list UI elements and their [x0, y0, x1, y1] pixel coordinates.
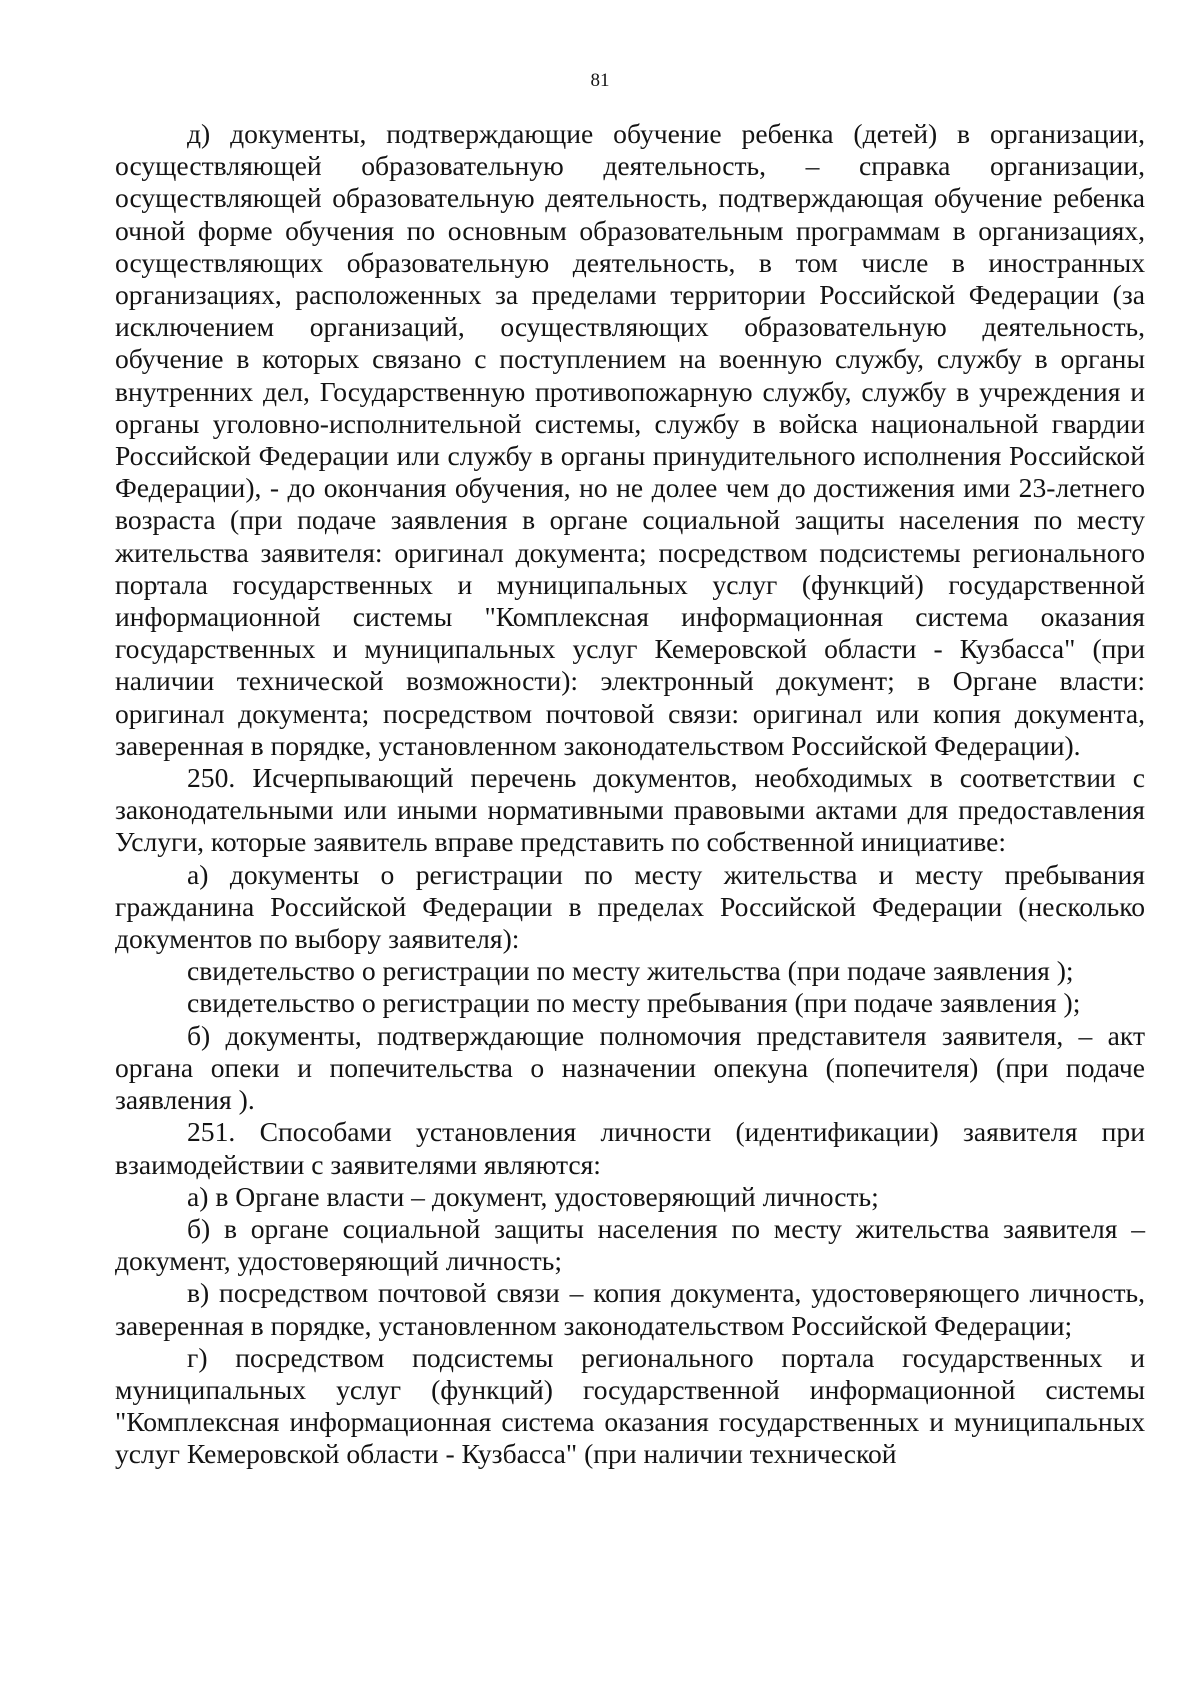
- paragraph-b-representative-authority: б) документы, подтверждающие полномочия представителя заявителя, – акт органа опеки и попечительства о назначении опекуна (попечителя) (при подаче заявления ).: [115, 1019, 1145, 1116]
- paragraph-b-social-protection: б) в органе социальной защиты населения по месту жительства заявителя – документ, удостоверяющий личность;: [115, 1212, 1145, 1277]
- page-number: 81: [590, 70, 610, 91]
- document-body: [115, 118, 1145, 1471]
- paragraph-a-registration-documents: а) документы о регистрации по месту жительства и месту пребывания гражданина Российской Федерации в пределах Российской Федерации (несколько документов по выбору заявителя):: [115, 858, 1145, 955]
- paragraph-g-portal: г) посредством подсистемы регионального портала государственных и муниципальных услуг (функций) государственной информационной системы "Комплексная информационная система оказания государственных и муниципальных услуг Кемеровской области - Кузбасса" (при наличии технической: [115, 1341, 1145, 1470]
- paragraph-250-heading: 250. Исчерпывающий перечень документов, необходимых в соответствии с законодательными или иными нормативными правовыми актами для предоставления Услуги, которые заявитель вправе представить по собственной инициативе:: [115, 762, 1145, 858]
- paragraph-residence-certificate: свидетельство о регистрации по месту жительства (при подаче заявления );: [187, 955, 1074, 987]
- paragraph-v-postal: в) посредством почтовой связи – копия документа, удостоверяющего личность, заверенная в порядке, установленном законодательством Российской Федерации;: [115, 1277, 1145, 1341]
- paragraph-251-heading: 251. Способами установления личности (идентификации) заявителя при взаимодействии с заявителями являются:: [115, 1116, 1145, 1180]
- paragraph-a-authority-office: а) в Органе власти – документ, удостоверяющий личность;: [187, 1180, 879, 1212]
- paragraph-stay-certificate: свидетельство о регистрации по месту пребывания (при подаче заявления );: [187, 987, 1081, 1019]
- paragraph-d-education-documents: д) документы, подтверждающие обучение ребенка (детей) в организации, осуществляющей образовательную деятельность, – справка организации, осуществляющей образовательную деятельность, подтверждающая обучение ребенка очной форме обучения по основным образовательным программам в организациях, осуществляющих образовательную деятельность, в том числе в иностранных организациях, расположенных за пределами территории Российской Федерации (за исключением организаций, осуществляющих образовательную деятельность, обучение в которых связано с поступлением на военную службу, службу в органы внутренних дел, Государственную противопожарную службу, службу в учреждения и органы уголовно-исполнительной системы, службу в войска национальной гвардии Российской Федерации или службу в органы принудительного исполнения Российской Федерации), - до окончания обучения, но не долее чем до достижения ими 23-летнего возраста (при подаче заявления в органе социальной защиты населения по месту жительства заявителя: оригинал документа; посредством подсистемы регионального портала государственных и муниципальных услуг (функций) государственной информационной системы "Комплексная информационная система оказания государственных и муниципальных услуг Кемеровской области - Кузбасса" (при наличии технической возможности): электронный документ; в Органе власти: оригинал документа; посредством почтовой связи: оригинал или копия документа, заверенная в порядке, установленном законодательством Российской Федерации).: [115, 118, 1145, 761]
